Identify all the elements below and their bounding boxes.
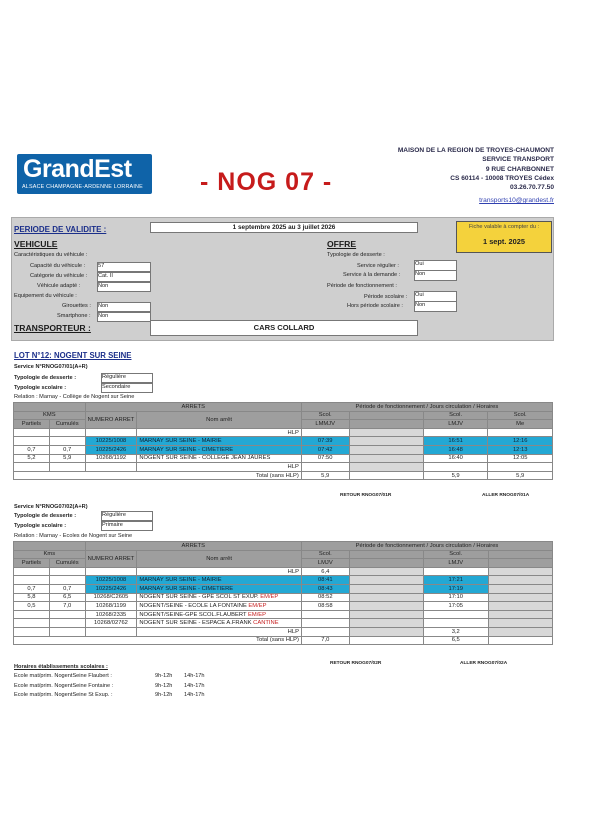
cell-a (301, 428, 349, 437)
cell-y (488, 567, 552, 576)
regulier-value: Oui (414, 260, 457, 271)
cell-num: 10268/2335 (85, 610, 137, 619)
header-empty (488, 559, 552, 568)
horaire-name: Ecole mat/prim. NogentSeine St Exup. : (14, 692, 113, 698)
cell-a: 08:52 (301, 593, 349, 602)
cell-num (85, 567, 137, 576)
cell-a (301, 619, 349, 628)
table-row (14, 445, 553, 454)
table-row (14, 576, 553, 585)
header-scol-r2: Scol. (488, 411, 553, 420)
header-days: LMJV (301, 559, 349, 568)
cell-r (423, 610, 488, 619)
header-empty (349, 411, 423, 420)
girouettes-value: Non (97, 302, 151, 312)
cell-c: 5,9 (49, 454, 85, 463)
cell-y (488, 619, 552, 628)
cell-num: 10225/1008 (85, 576, 137, 585)
service1-typologie-value: Régulière (101, 373, 153, 383)
stop-name: MARNAY SUR SEINE - CIMETIERE (139, 585, 234, 592)
address-line: 9 RUE CHARBONNET (485, 165, 554, 173)
header-cumules: Cumulés (49, 559, 85, 568)
capacite-label: Capacité du véhicule : (30, 263, 86, 269)
categorie-label: Catégorie du véhicule : (30, 273, 88, 279)
cell-r2: 12:16 (488, 437, 553, 446)
header-kms-label: KMS (14, 411, 86, 420)
total-empty (349, 471, 423, 480)
horaire-line (14, 683, 234, 693)
cell-p: 5,2 (14, 454, 50, 463)
cell-b (349, 428, 423, 437)
cell-a: 08:41 (301, 576, 349, 585)
total-aller: 5,9 (301, 471, 349, 480)
validity-from-box (456, 221, 552, 253)
cell-c: 7,0 (49, 602, 85, 611)
cell-num (85, 627, 137, 636)
stop-name: HLP (287, 568, 299, 575)
cell-c (49, 576, 85, 585)
header-kms-label: Kms (14, 550, 86, 559)
service2-aller: ALLER RNOG07/02A (460, 661, 508, 666)
table-row (14, 602, 553, 611)
cell-a: 08:43 (301, 584, 349, 593)
header-days-r: LMJV (423, 420, 488, 429)
cell-y (488, 627, 552, 636)
vehicule-title: VEHICULE (14, 239, 58, 249)
smartphone-label: Smartphone : (57, 313, 91, 319)
cell-nom (137, 627, 302, 636)
cell-r: 17:21 (423, 576, 488, 585)
demande-label: Service à la demande : (343, 272, 401, 278)
table-row (14, 463, 553, 472)
header-partiels: Partiels (14, 420, 50, 429)
stop-name: NOGENT/SEINE - ECOLE LA FONTAINE (139, 602, 249, 609)
cell-c: 0,7 (49, 445, 85, 454)
stop-name: NOGENT/SEINE-GPE SCOL.FLAUBERT (139, 611, 248, 618)
stop-tag: CANTINE (253, 620, 279, 627)
cell-nom (137, 619, 302, 628)
total-empty (488, 636, 552, 645)
cell-c (49, 627, 85, 636)
header-nom: Nom arrêt (137, 411, 301, 428)
cell-num: 10268/1192 (85, 454, 137, 463)
cell-p (14, 428, 50, 437)
cell-p (14, 463, 50, 472)
service1-typologie-label: Typologie de desserte : (14, 375, 77, 381)
cell-nom (137, 567, 302, 576)
cell-r1: 16:40 (423, 454, 488, 463)
cell-a: 07:42 (301, 445, 349, 454)
cell-y (488, 584, 552, 593)
regulier-label: Service régulier : (357, 263, 399, 269)
vehicule-caracteristiques: Caractéristiques du véhicule : (14, 252, 88, 258)
transporteur-label: TRANSPORTEUR : (14, 323, 91, 333)
header-scol-r: Scol. (423, 411, 488, 420)
scolaire-value: Oui (414, 291, 457, 302)
validity-value: 1 septembre 2025 au 3 juillet 2026 (150, 222, 418, 233)
address-line: MAISON DE LA REGION DE TROYES-CHAUMONT (397, 147, 554, 154)
cell-a: 6,4 (301, 567, 349, 576)
service1-rows (14, 428, 553, 471)
stop-tag: EM/EP (248, 602, 267, 609)
email-link[interactable]: transports10@grandest.fr (479, 197, 554, 205)
cell-c (49, 610, 85, 619)
total-aller: 7,0 (301, 636, 349, 645)
service2-typologie-label: Typologie de desserte : (14, 513, 77, 519)
transporteur-value: CARS COLLARD (150, 320, 418, 336)
horaire-h1: 9h-12h (155, 682, 173, 689)
header-cumules: Cumulés (49, 420, 85, 429)
header-kms (14, 542, 86, 551)
cell-r: 17:10 (423, 593, 488, 602)
cell-r: 17:19 (423, 584, 488, 593)
service1-scolaire-label: Typologie scolaire : (14, 385, 67, 391)
cell-x (349, 627, 423, 636)
table-row (14, 619, 553, 628)
cell-r1: 16:51 (423, 437, 488, 446)
cell-y (488, 593, 552, 602)
header-empty (488, 550, 552, 559)
cell-num: 10268/02762 (85, 619, 137, 628)
header-arrets: ARRETS (85, 403, 301, 412)
stop-tag: EM/EP (260, 594, 279, 601)
cell-p (14, 627, 50, 636)
service2-scolaire-value: Primaire (101, 521, 153, 531)
header-kms (14, 403, 86, 412)
horaire-name: Ecole mat/prim. NogentSeine Fontaine : (14, 682, 114, 689)
cell-a: 07:50 (301, 454, 349, 463)
horaire-line (14, 673, 234, 683)
cell-c (49, 619, 85, 628)
cell-p (14, 567, 50, 576)
cell-p (14, 610, 50, 619)
capacite-value: 57 (97, 262, 151, 272)
cell-nom: NOGENT SUR SEINE - COLLEGE JEAN JAURES (137, 454, 301, 463)
horaire-h1: 9h-12h (155, 692, 173, 698)
cell-x (349, 567, 423, 576)
cell-c: 0,7 (49, 584, 85, 593)
cell-y (488, 576, 552, 585)
table-row (14, 567, 553, 576)
logo-main-text: GrandEst (23, 155, 132, 183)
stop-name: NOGENT SUR SEINE - GPE SCOL ST EXUP. (139, 594, 261, 601)
lot-title: LOT N°12: NOGENT SUR SEINE (14, 351, 132, 360)
service1-number: Service N°RNOG07/01(A+R) (14, 364, 88, 370)
horaire-line (14, 692, 234, 702)
cell-x (349, 584, 423, 593)
cell-nom (137, 610, 302, 619)
horaire-h2: 14h-17h (184, 673, 205, 679)
address-block (398, 146, 554, 206)
horaire-h2: 14h-17h (184, 692, 205, 698)
cell-a: 08:58 (301, 602, 349, 611)
total-label: Total (sans HLP) (14, 636, 302, 645)
table-row (14, 627, 553, 636)
cell-nom (137, 602, 302, 611)
hors-label: Hors période scolaire : (347, 303, 403, 309)
total-retour-me: 5,9 (488, 471, 553, 480)
service1-relation: Relation : Marnay - Collège de Nogent sur Seine (14, 394, 135, 400)
total-empty (349, 636, 423, 645)
cell-b (349, 454, 423, 463)
service1-retour: RETOUR RNOG07/01R (340, 493, 392, 498)
cell-a (301, 627, 349, 636)
header-scol: Scol. (301, 550, 349, 559)
cell-c (49, 428, 85, 437)
cell-a: 07:39 (301, 437, 349, 446)
header-days-r: LMJV (423, 559, 488, 568)
stop-tag: EM/EP (248, 611, 267, 618)
cell-num: 10225/2426 (85, 584, 137, 593)
logo-sub-text: ALSACE CHAMPAGNE-ARDENNE LORRAINE (22, 184, 143, 190)
smartphone-value: Non (97, 312, 151, 322)
page-title: - NOG 07 - (200, 168, 333, 196)
table-row (14, 454, 553, 463)
cell-x (349, 576, 423, 585)
header-empty (349, 420, 423, 429)
service1-scolaire-value: Secondaire (101, 383, 153, 393)
service2-timetable (13, 541, 553, 645)
cell-num (85, 428, 137, 437)
header-nom: Nom arrêt (137, 550, 302, 567)
cell-c: 6,5 (49, 593, 85, 602)
validity-label: PERIODE DE VALIDITE : (14, 225, 107, 234)
scolaire-label: Période scolaire : (364, 294, 408, 300)
header-numero: NUMERO ARRET (85, 550, 137, 567)
cell-nom (137, 576, 302, 585)
cell-p (14, 437, 50, 446)
cell-nom: MARNAY SUR SEINE - CIMETIERE (137, 445, 301, 454)
service2-retour: RETOUR RNOG07/02R (330, 661, 382, 666)
cell-nom (137, 584, 302, 593)
horaire-h2: 14h-17h (184, 682, 205, 689)
header-arrets: ARRETS (85, 542, 301, 551)
cell-x (349, 619, 423, 628)
header-empty (349, 559, 423, 568)
cell-nom: HLP (137, 463, 301, 472)
header-partiels: Partiels (14, 559, 50, 568)
cell-r (423, 567, 488, 576)
cell-nom (137, 593, 302, 602)
cell-num: 10268/C2605 (85, 593, 137, 602)
table-row (14, 437, 553, 446)
service2-rows (14, 567, 553, 636)
cell-y (488, 610, 552, 619)
categorie-value: Cat. II (97, 272, 151, 282)
cell-num: 10268/1199 (85, 602, 137, 611)
address-line: 03.26.70.77.50 (510, 184, 554, 192)
cell-r2 (488, 463, 553, 472)
cell-r2: 12:13 (488, 445, 553, 454)
cell-p: 0,5 (14, 602, 50, 611)
stop-name: MARNAY SUR SEINE - MAIRIE (139, 577, 222, 584)
demande-value: Non (414, 270, 457, 281)
total-retour: 5,9 (423, 471, 488, 480)
service2-typologie-value: Régulière (101, 511, 153, 521)
service2-relation: Relation : Marnay - Ecoles de Nogent sur Seine (14, 533, 133, 539)
cell-a (301, 463, 349, 472)
cell-y (488, 602, 552, 611)
cell-r: 3,2 (423, 627, 488, 636)
cell-nom: HLP (137, 428, 301, 437)
header-scol-r: Scol. (423, 550, 488, 559)
hors-value: Non (414, 301, 457, 312)
service2-number: Service N°RNOG07/02(A+R) (14, 504, 88, 510)
table-row (14, 428, 553, 437)
header-days: LMMJV (301, 420, 349, 429)
adapte-value: Non (97, 282, 151, 292)
horaire-h1: 9h-12h (155, 673, 173, 679)
cell-b (349, 445, 423, 454)
address-line: CS 60114 - 10008 TROYES Cédex (450, 174, 554, 182)
cell-r2: 12:05 (488, 454, 553, 463)
cell-num: 10225/1008 (85, 437, 137, 446)
table-row (14, 610, 553, 619)
cell-r (423, 619, 488, 628)
cell-x (349, 593, 423, 602)
header-empty (349, 550, 423, 559)
cell-r1 (423, 463, 488, 472)
header-numero: NUMERO ARRET (85, 411, 137, 428)
validity-from: 1 sept. 2025 (483, 237, 525, 246)
service1-timetable (13, 402, 553, 480)
table-row (14, 584, 553, 593)
cell-r1: 16:48 (423, 445, 488, 454)
horaires-list (14, 673, 234, 702)
total-retour: 6,5 (423, 636, 488, 645)
total-label: Total (sans HLP) (14, 471, 302, 480)
header-me: Me (488, 420, 553, 429)
address-line: SERVICE TRANSPORT (482, 156, 554, 164)
cell-r2 (488, 428, 553, 437)
stop-name: HLP (287, 628, 299, 635)
horaires-title: Horaires établissements scolaires : (14, 664, 108, 670)
cell-b (349, 437, 423, 446)
horaire-name: Ecole mat/prim. NogentSeine Flaubert : (14, 673, 112, 679)
cell-c (49, 463, 85, 472)
service2-scolaire-label: Typologie scolaire : (14, 523, 67, 529)
header-scol: Scol. (301, 411, 349, 420)
typologie-desserte-label: Typologie de desserte : (327, 252, 385, 258)
periode-label: Période de fonctionnement : (327, 283, 397, 289)
cell-num (85, 463, 137, 472)
cell-p (14, 576, 50, 585)
girouettes-label: Girouettes : (62, 303, 91, 309)
cell-p: 5,8 (14, 593, 50, 602)
cell-c (49, 437, 85, 446)
cell-r1 (423, 428, 488, 437)
service1-aller: ALLER RNOG07/01A (482, 493, 530, 498)
adapte-label: Véhicule adapté : (37, 283, 81, 289)
cell-p (14, 619, 50, 628)
cell-p: 0,7 (14, 584, 50, 593)
cell-num: 10225/2426 (85, 445, 137, 454)
header-periode: Période de fonctionnement / Jours circulation / Horaires (301, 542, 552, 551)
cell-c (49, 567, 85, 576)
cell-r: 17:05 (423, 602, 488, 611)
header-periode: Période de fonctionnement / Jours circulation / Horaires (301, 403, 552, 412)
cell-p: 0,7 (14, 445, 50, 454)
offre-title: OFFRE (327, 239, 357, 249)
cell-b (349, 463, 423, 472)
cell-x (349, 610, 423, 619)
cell-x (349, 602, 423, 611)
cell-nom: MARNAY SUR SEINE - MAIRIE (137, 437, 301, 446)
stop-name: NOGENT SUR SEINE - ESPACE A.FRANK (139, 620, 254, 627)
validity-note: Fiche valable à compter du : (468, 224, 540, 230)
cell-a (301, 610, 349, 619)
grandest-logo (17, 154, 152, 194)
equipement-label: Equipement du véhicule : (14, 293, 77, 299)
table-row (14, 593, 553, 602)
